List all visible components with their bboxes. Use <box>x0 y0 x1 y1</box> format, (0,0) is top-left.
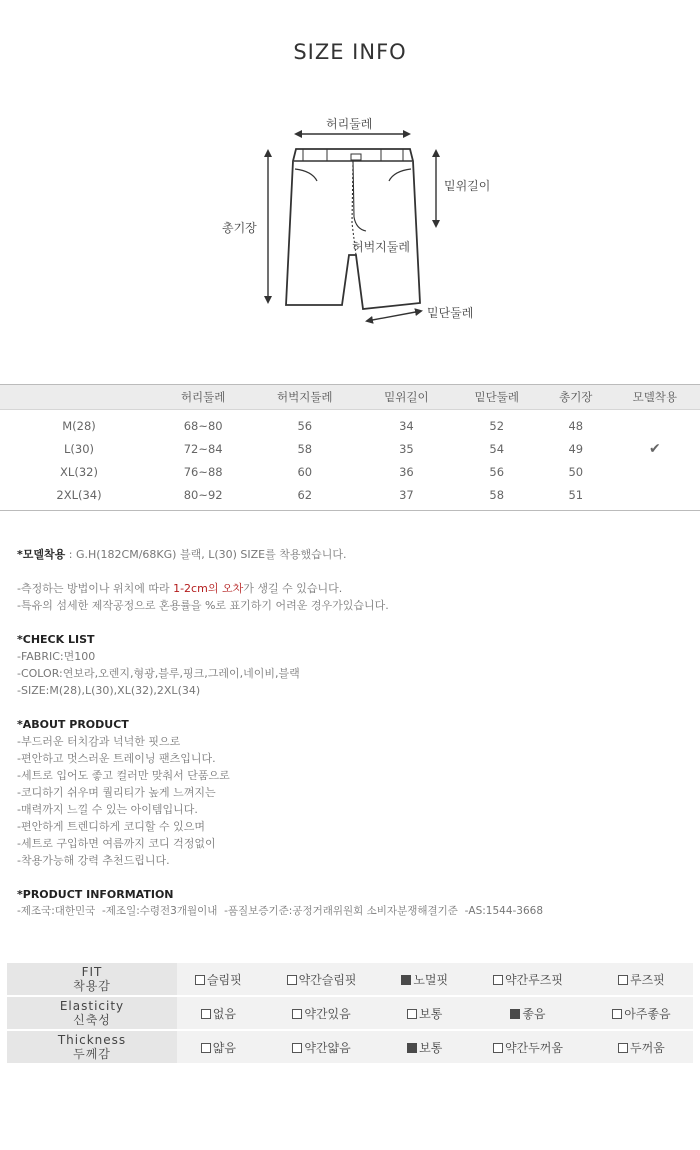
hem-cell: 56 <box>489 464 505 479</box>
thickness-option <box>590 1031 693 1063</box>
checkbox-icon <box>618 975 628 985</box>
thickness-row <box>7 1031 693 1063</box>
header-size <box>0 385 158 410</box>
elasticity-row-header <box>7 997 177 1029</box>
elasticity-option <box>260 997 384 1029</box>
about-line: -편안하고 멋스러운 트레이닝 팬츠입니다. <box>17 752 216 765</box>
size-table-header <box>0 385 700 410</box>
checkbox-icon <box>292 1009 302 1019</box>
option-label: 보통 <box>419 1006 443 1021</box>
option-label: 약간있음 <box>304 1006 351 1021</box>
header-thigh: 허벅지둘레 <box>248 385 361 410</box>
thigh-cell: 60 <box>297 464 313 479</box>
elasticity-option <box>383 997 466 1029</box>
checkbox-icon <box>195 975 205 985</box>
option-label: 약간얇음 <box>304 1040 351 1055</box>
page-title: SIZE INFO <box>293 40 407 64</box>
thickness-label-ko: 두께감 <box>73 1047 111 1061</box>
checkbox-icon <box>612 1009 622 1019</box>
checkbox-icon <box>407 1009 417 1019</box>
checkbox-icon <box>201 1009 211 1019</box>
option-label: 얇음 <box>212 1040 236 1055</box>
option-label: 루즈핏 <box>630 972 665 987</box>
fit-option <box>590 963 693 995</box>
checkbox-icon <box>493 1043 503 1053</box>
rise-cell: 34 <box>399 418 414 433</box>
option-label: 약간슬림핏 <box>298 972 357 987</box>
header-waist: 허리둘레 <box>158 385 248 410</box>
header-hem: 밑단둘레 <box>452 385 542 410</box>
header-model: 모델착용 <box>610 385 700 410</box>
about-line: -부드러운 터치감과 넉넉한 핏으로 <box>17 735 181 748</box>
color-line: -COLOR:연보라,오렌지,형광,블루,핑크,그레이,네이비,블랙 <box>17 667 300 680</box>
thigh-cell: 62 <box>248 483 361 511</box>
thickness-row-header <box>7 1031 177 1063</box>
product-information-title: *PRODUCT INFORMATION <box>17 888 174 901</box>
table-row <box>0 460 700 483</box>
header-length: 총기장 <box>542 385 610 410</box>
thigh-label: 허벅지둘레 <box>352 240 410 254</box>
option-label: 좋음 <box>522 1006 546 1021</box>
table-row <box>0 437 700 460</box>
checkbox-checked-icon <box>510 1009 520 1019</box>
about-product-title: *ABOUT PRODUCT <box>17 718 129 731</box>
model-cell <box>610 483 700 511</box>
elasticity-label-ko: 신축성 <box>73 1013 111 1027</box>
checkbox-checked-icon <box>407 1043 417 1053</box>
rise-cell: 37 <box>361 483 451 511</box>
length-cell: 50 <box>568 464 584 479</box>
rise-cell: 35 <box>399 441 414 456</box>
option-label: 약간루즈핏 <box>504 972 563 987</box>
waist-cell: 80~92 <box>158 483 248 511</box>
table-row <box>0 410 700 438</box>
header-rise: 밑위길이 <box>361 385 451 410</box>
size-cell: XL(32) <box>60 464 98 479</box>
rise-cell: 36 <box>399 464 414 479</box>
option-label: 보통 <box>419 1040 443 1055</box>
checkbox-icon <box>287 975 297 985</box>
checkmark-icon: ✔ <box>648 440 661 457</box>
product-information-line: -제조국:대한민국 -제조일:수령전3개월이내 -품질보증기준:공정거래위원회 소비자분쟁해결기준 -AS:1544-3668 <box>17 905 544 917</box>
elasticity-option <box>177 997 260 1029</box>
error-range-highlight: 1-2cm의 오차 <box>173 582 244 595</box>
fit-row <box>7 963 693 995</box>
about-line: -착용가능해 강력 추천드립니다. <box>17 854 170 867</box>
checkbox-icon <box>292 1043 302 1053</box>
option-label: 슬림핏 <box>206 972 242 987</box>
waist-cell: 68~80 <box>183 418 223 433</box>
measurement-notice <box>17 580 687 597</box>
notice-text: 가 생길 수 있습니다. <box>243 582 343 595</box>
model-wearing-sep: : <box>65 548 76 561</box>
elasticity-row <box>7 997 693 1029</box>
about-line: -세트로 입어도 좋고 컬러만 맞춰서 단품으로 <box>17 769 230 782</box>
fit-table <box>7 961 693 1065</box>
length-cell: 51 <box>542 483 610 511</box>
size-line: -SIZE:M(28),L(30),XL(32),2XL(34) <box>17 684 201 697</box>
thickness-label-en: Thickness <box>57 1033 127 1047</box>
measurement-diagram <box>200 105 500 335</box>
elasticity-label-en: Elasticity <box>59 999 125 1013</box>
model-cell <box>610 460 700 483</box>
waist-cell: 76~88 <box>183 464 223 479</box>
about-line: -세트로 구입하면 여름까지 코디 걱정없이 <box>17 837 216 850</box>
checkbox-icon <box>493 975 503 985</box>
thigh-cell: 56 <box>297 418 313 433</box>
size-cell: M(28) <box>62 418 96 433</box>
size-table <box>0 384 700 511</box>
fit-label-ko: 착용감 <box>73 979 111 993</box>
size-cell: L(30) <box>63 441 94 456</box>
option-label: 두꺼움 <box>630 1040 665 1055</box>
about-line: -코디하기 쉬우며 퀄리티가 높게 느껴지는 <box>17 786 216 799</box>
table-row <box>0 483 700 511</box>
hem-label: 밑단둘레 <box>427 306 474 320</box>
about-line: -매력까지 느낄 수 있는 아이템입니다. <box>17 803 198 816</box>
thickness-option <box>260 1031 384 1063</box>
size-cell: 2XL(34) <box>0 483 158 511</box>
fit-option <box>383 963 466 995</box>
option-label: 아주좋음 <box>624 1006 671 1021</box>
model-wearing-text: G.H(182CM/68KG) 블랙, L(30) SIZE를 착용했습니다. <box>75 548 347 561</box>
option-label: 약간두꺼움 <box>504 1040 563 1055</box>
model-wearing-note <box>17 546 687 563</box>
fit-option <box>466 963 590 995</box>
fit-option <box>260 963 384 995</box>
checkbox-icon <box>618 1043 628 1053</box>
thickness-option <box>383 1031 466 1063</box>
option-label: 없음 <box>212 1006 236 1021</box>
elasticity-option <box>590 997 693 1029</box>
hem-cell: 52 <box>489 418 505 433</box>
fit-row-header <box>7 963 177 995</box>
fit-label-en: FIT <box>81 965 103 979</box>
fabric-line: -FABRIC:면100 <box>17 650 96 663</box>
fit-option <box>177 963 260 995</box>
check-list-title: *CHECK LIST <box>17 633 95 646</box>
length-cell: 48 <box>568 418 584 433</box>
thickness-option <box>177 1031 260 1063</box>
option-label: 노멀핏 <box>413 972 449 987</box>
thickness-option <box>466 1031 590 1063</box>
model-cell <box>610 410 700 438</box>
notice-text: -측정하는 방법이나 위치에 따라 <box>17 582 174 595</box>
waist-cell: 72~84 <box>183 441 223 456</box>
thigh-cell: 58 <box>297 441 313 456</box>
elasticity-option <box>466 997 590 1029</box>
product-notes <box>17 546 687 920</box>
material-notice: -특유의 섬세한 제작공정으로 혼용률을 %로 표기하기 어려운 경우가있습니다. <box>17 599 389 612</box>
hem-cell: 58 <box>452 483 542 511</box>
total-length-label: 총기장 <box>222 221 257 235</box>
about-line: -편안하게 트렌디하게 코디할 수 있으며 <box>17 820 205 833</box>
length-cell: 49 <box>568 441 584 456</box>
rise-label: 밑위길이 <box>444 179 491 193</box>
model-wearing-label: *모델착용 <box>17 548 66 561</box>
checkbox-icon <box>201 1043 211 1053</box>
checkbox-checked-icon <box>401 975 411 985</box>
waist-label: 허리둘레 <box>326 117 373 131</box>
hem-cell: 54 <box>489 441 505 456</box>
